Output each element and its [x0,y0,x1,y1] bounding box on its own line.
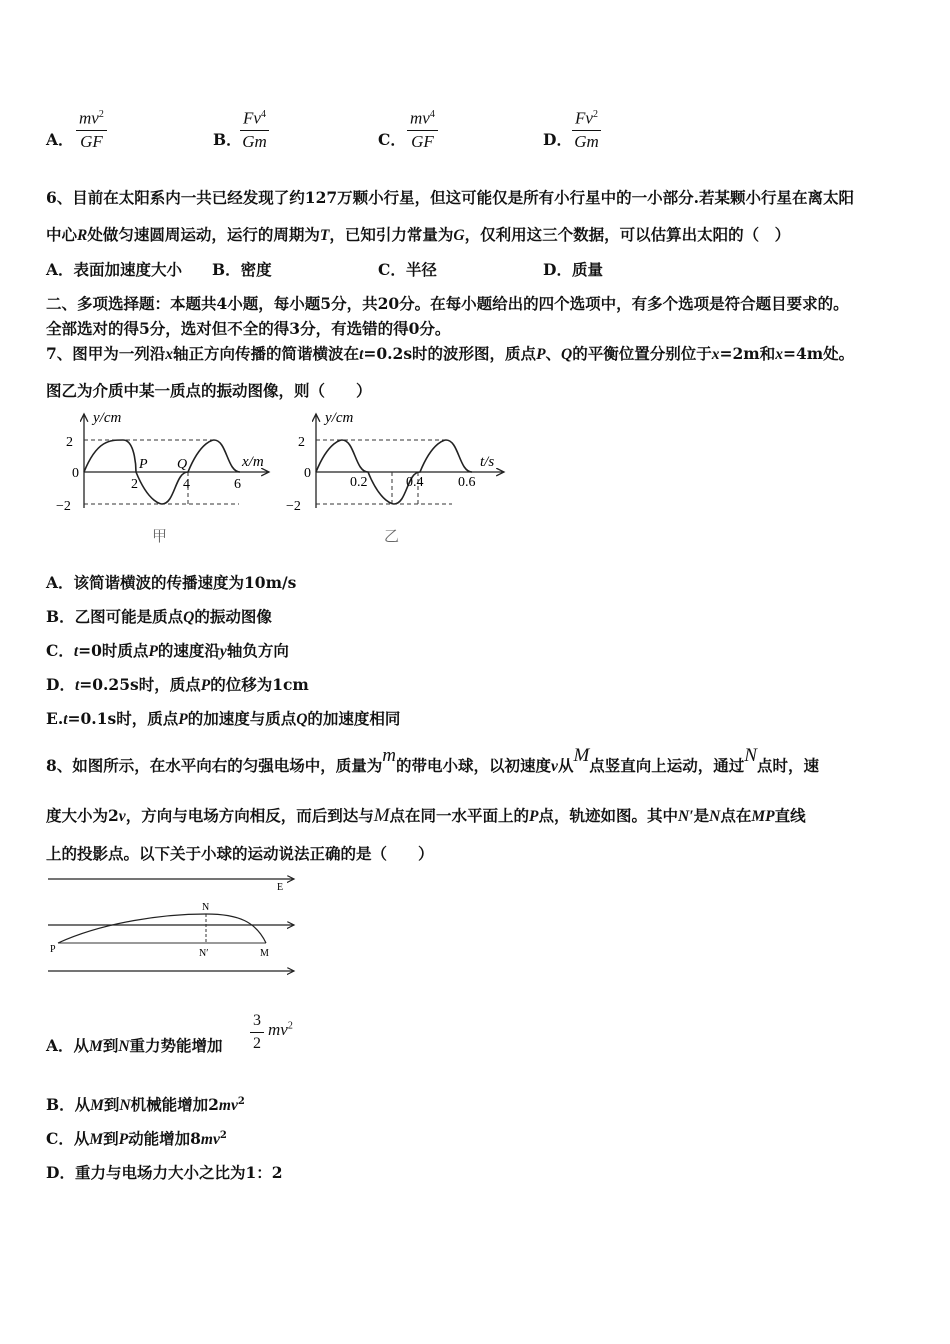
q5-option-a-fraction: $\frac{mv^2}{GF}$ [76,104,107,153]
q8-figure-field [44,872,304,982]
q8-option-b: B．从M到N机械能增加$2mv^2$ [46,1095,245,1114]
q6-option-c: C．半径 [378,260,437,279]
q5-option-b-fraction: $\frac{Fv^4}{Gm}$ [240,104,269,153]
q8-stem-line3: 上的投影点。以下关于小球的运动说法正确的是（ ） [46,844,434,863]
q7-wave-caption: 甲 [152,529,168,545]
q5-option-c-fraction: $\frac{mv^4}{GF}$ [407,104,438,153]
q8-trajectory [58,914,266,943]
q8-option-a-fraction: $\frac{3}{2}$ [250,1010,264,1055]
q7-option-a: A．该简谐横波的传播速度为10m/s [46,573,297,592]
q7-option-c: C．t=0时质点P的速度沿y轴负方向 [46,641,289,660]
q8-option-a-mv: $mv^2$ [268,1020,293,1039]
q7-wave-label-q: Q [177,457,188,472]
q7-option-b: B．乙图可能是质点Q的振动图像 [46,607,272,626]
q7-wave-ylabel: y/cm [93,410,122,426]
q7-vib-ylabel: y/cm [325,410,354,426]
q8-label-m: M [260,948,269,959]
q8-option-a: A．从M到N重力势能增加 [46,1036,223,1055]
q7-vib-tick-02: 0.2 [350,475,368,490]
q7-vib-tick-06: 0.6 [458,475,476,490]
q5-option-b-label: B． [213,130,242,149]
q7-vib-caption: 乙 [384,529,400,545]
q7-wave-label-p: P [139,457,148,472]
q8-option-d: D．重力与电场力大小之比为1：2 [46,1163,283,1182]
q7-wave-xlabel: x/m [242,454,264,470]
q8-label-e: E [277,882,284,893]
q7-vib-tick-0: 0 [304,466,311,481]
q8-stem-line2: 度大小为2v，方向与电场方向相反，而后到达与M点在同一水平面上的P点，轨迹如图。其中N′是N点在MP直线 [46,805,806,826]
q7-stem-line1: 7、图甲为一列沿x轴正方向传播的简谐横波在t=0.2s时的波形图，质点P、Q的平衡位置分别位于x=2m和x=4m处。 [46,344,855,363]
q7-wave-tick-0: 0 [72,466,79,481]
q7-stem-line2: 图乙为介质中某一质点的振动图像，则（ ） [46,381,372,400]
q5-option-d-fraction: $\frac{Fv^2}{Gm}$ [572,104,601,153]
q6-stem-line1: 6、目前在太阳系内一共已经发现了约127万颗小行星，但这可能仅是所有小行星中的一小部分.若某颗小行星在离太阳 [46,188,855,207]
q8-stem-line1: 8、如图所示，在水平向右的匀强电场中，质量为m的带电小球，以初速度v从M点竖直向上运动，通过N点时，速 [46,745,819,775]
q7-vib-tick-2: 2 [298,435,305,450]
q6-option-b: B．密度 [212,260,272,279]
q5-option-a-label: A． [46,130,74,149]
q7-wave-tick-x2: 2 [131,477,138,492]
q7-wave-tick-m2: −2 [56,499,71,514]
q5-option-c-label: C． [378,130,406,149]
q7-figure-vibration [282,404,507,549]
q7-wave-tick-2: 2 [66,435,73,450]
q7-figure-wave [44,404,289,549]
q5-option-d-label: D． [543,130,572,149]
q7-wave-tick-x6: 6 [234,477,241,492]
q7-option-d: D．t=0.25s时，质点P的位移为1cm [46,675,309,694]
section2-heading-line2: 全部选对的得5分，选对但不全的得3分，有选错的得0分。 [46,319,451,338]
q6-stem-line2: 中心R处做匀速圆周运动，运行的周期为T，已知引力常量为G，仅利用这三个数据，可以估算出太阳的（ ） [46,225,791,244]
q8-option-c: C．从M到P动能增加$8mv^2$ [46,1129,227,1148]
q6-option-d: D．质量 [543,260,603,279]
q8-label-n-prime: N′ [199,948,209,959]
q7-wave-tick-x4: 4 [183,477,190,492]
q7-vib-xlabel: t/s [480,454,495,470]
q8-label-n: N [202,902,210,913]
section2-heading-line1: 二、多项选择题：本题共4小题，每小题5分，共20分。在每小题给出的四个选项中，有多个选项是符合题目要求的。 [46,294,849,313]
q7-vib-tick-m2: −2 [286,499,301,514]
q7-vib-tick-04: 0.4 [406,475,424,490]
q6-option-a: A．表面加速度大小 [46,260,183,279]
q8-label-p: P [50,944,56,955]
q7-option-e: E.t=0.1s时，质点P的加速度与质点Q的加速度相同 [46,709,401,728]
